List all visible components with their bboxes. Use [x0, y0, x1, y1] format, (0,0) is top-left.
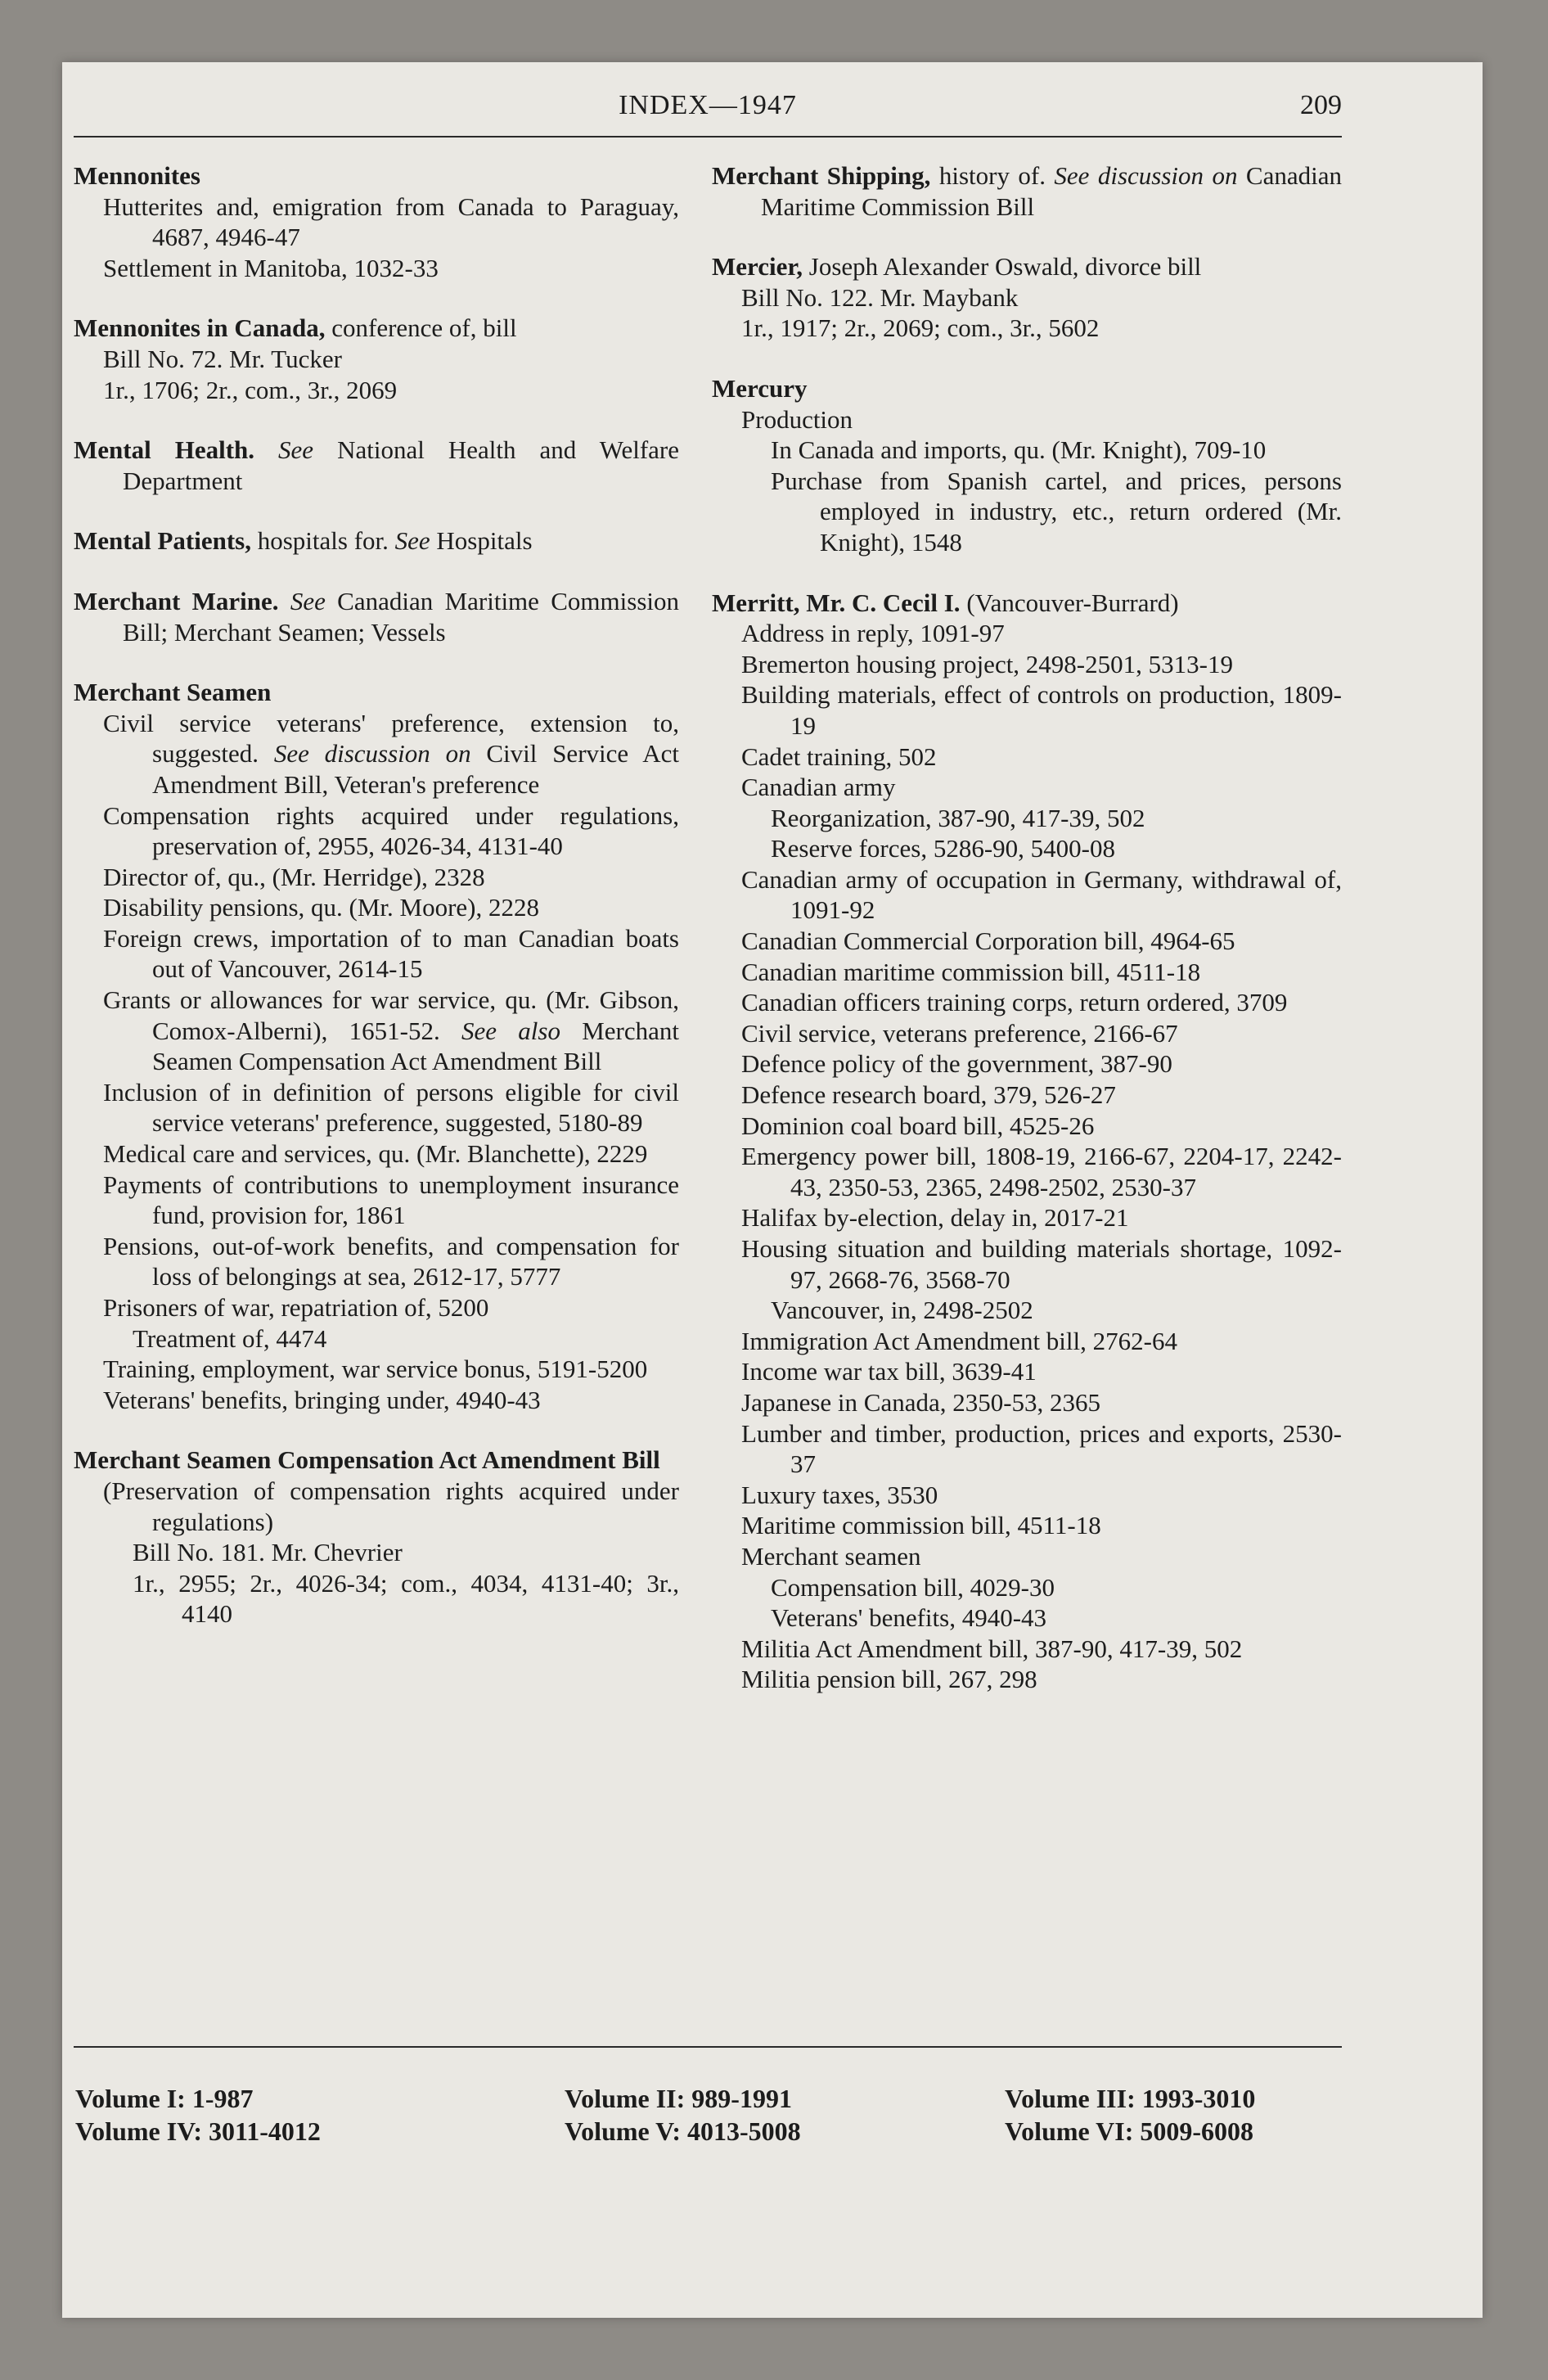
entry-merchant-seamen: [74, 677, 679, 1415]
subentry: Canadian army of occupation in Germany, withdrawal of, 1091-92: [741, 864, 1342, 925]
entry-mental-patients: [74, 525, 679, 557]
subentry: Civil service, veterans preference, 2166-67: [741, 1018, 1178, 1048]
entry-merchant-shipping: [712, 160, 1342, 222]
entry-heading: Merchant Seamen: [74, 678, 272, 707]
subentry: Canadian officers training corps, return ordered, 3709: [741, 988, 1288, 1017]
volume-range: Volume III: 1993-3010: [1005, 2084, 1256, 2113]
see-reference: See: [394, 526, 430, 556]
subentry: Foreign crews, importation of to man Canadian boats out of Vancouver, 2614-15: [103, 923, 679, 984]
subentry: Merchant seamen: [741, 1541, 921, 1571]
subentry: Militia Act Amendment bill, 387-90, 417-39, 502: [741, 1634, 1243, 1663]
subentry: Veterans' benefits, bringing under, 4940-43: [103, 1385, 541, 1414]
see-reference: See: [278, 435, 314, 465]
entry-heading-text: conference of, bill: [325, 313, 517, 343]
subentry: Compensation rights acquired under regulations, preservation of, 2955, 4026-34, 4131-40: [103, 800, 679, 861]
subentry: Emergency power bill, 1808-19, 2166-67, 2204-17, 2242-43, 2350-53, 2365, 2498-2502, 2530-37: [741, 1142, 1342, 1201]
subentry: Housing situation and building materials shortage, 1092-97, 2668-76, 3568-70: [741, 1234, 1342, 1294]
subentry: Civil service veterans' preference, extension to, suggested.: [103, 708, 679, 769]
subentry: Immigration Act Amendment bill, 2762-64: [741, 1326, 1177, 1355]
subentry: Inclusion of in definition of persons eligible for civil service veterans' preference, suggested, 5180-89: [103, 1077, 679, 1138]
subentry: 1r., 1917; 2r., 2069; com., 3r., 5602: [741, 313, 1100, 343]
subentry: Lumber and timber, production, prices and exports, 2530-37: [741, 1418, 1342, 1479]
page-title: INDEX—1947: [619, 90, 797, 120]
subentry: Defence policy of the government, 387-90: [741, 1049, 1172, 1079]
subentry: Dominion coal board bill, 4525-26: [741, 1111, 1095, 1140]
volume-range: Volume V: 4013-5008: [565, 2116, 801, 2146]
subentry: Pensions, out-of-work benefits, and compensation for loss of belongings at sea, 2612-17, 5777: [103, 1231, 679, 1291]
page-header: [74, 90, 1342, 131]
subentry: In Canada and imports, qu. (Mr. Knight), 709-10: [771, 435, 1267, 465]
subentry: Canadian army: [741, 773, 896, 802]
entry-heading: Merchant Seamen Compensation Act Amendment Bill: [74, 1445, 660, 1475]
subentry: Director of, qu., (Mr. Herridge), 2328: [103, 862, 485, 891]
entry-text: Hospitals: [430, 526, 533, 556]
see-reference: See: [290, 586, 326, 615]
entry-text: National Health and Welfare Department: [123, 435, 680, 495]
subentry: Defence research board, 379, 526-27: [741, 1080, 1116, 1110]
subentry: Building materials, effect of controls on production, 1809-19: [741, 680, 1342, 740]
entry-heading: Mental Health.: [74, 435, 255, 465]
subentry: Address in reply, 1091-97: [741, 619, 1005, 648]
entry-text: history of.: [930, 161, 1055, 190]
subentry: Halifax by-election, delay in, 2017-21: [741, 1203, 1129, 1233]
subentry: Payments of contributions to unemployment insurance fund, provision for, 1861: [103, 1170, 679, 1230]
subentry: 1r., 2955; 2r., 4026-34; com., 4034, 4131-40; 3r., 4140: [133, 1568, 679, 1629]
entry-mercury: [712, 373, 1342, 558]
see-reference: See discussion on: [1054, 161, 1238, 190]
volume-range: Volume IV: 3011-4012: [75, 2116, 321, 2146]
subentry: Veterans' benefits, 4940-43: [771, 1603, 1047, 1633]
entry-heading: Merchant Shipping,: [712, 161, 931, 190]
subentry: Hutterites and, emigration from Canada to Paraguay, 4687, 4946-47: [103, 192, 679, 252]
subentry: Bremerton housing project, 2498-2501, 5313-19: [741, 649, 1233, 678]
subentry: Production: [741, 404, 853, 434]
subentry: Bill No. 181. Mr. Chevrier: [133, 1538, 403, 1567]
subentry: Cadet training, 502: [741, 741, 937, 771]
subentry: Maritime commission bill, 4511-18: [741, 1511, 1101, 1540]
entry-mennonites-in-canada: [74, 313, 679, 405]
footer-volumes-col1: [75, 2082, 321, 2148]
entry-heading: Mercier,: [712, 252, 803, 282]
entry-heading-text: (Vancouver-Burrard): [960, 588, 1179, 617]
entry-mennonites: [74, 160, 679, 283]
entry-heading: Merchant Marine.: [74, 586, 279, 615]
see-reference: See also: [461, 1016, 560, 1045]
right-column: [712, 160, 1342, 1724]
subentry: Grants or allowances for war service, qu. (Mr. Gibson, Comox-Alberni), 1651-52.: [103, 985, 679, 1045]
volume-range: Volume II: 989-1991: [565, 2084, 792, 2113]
subentry: Medical care and services, qu. (Mr. Blanchette), 2229: [103, 1139, 648, 1169]
subentry: Compensation bill, 4029-30: [771, 1572, 1055, 1602]
subentry: Reserve forces, 5286-90, 5400-08: [771, 834, 1115, 863]
subentry: Reorganization, 387-90, 417-39, 502: [771, 803, 1145, 832]
entry-merritt: [712, 588, 1342, 1695]
volume-range: Volume VI: 5009-6008: [1005, 2116, 1254, 2146]
footer-volumes-col3: [1005, 2082, 1255, 2148]
subentry: Training, employment, war service bonus, 5191-5200: [103, 1355, 648, 1384]
entry-heading: Mental Patients,: [74, 526, 251, 556]
subentry: Japanese in Canada, 2350-53, 2365: [741, 1387, 1101, 1417]
subentry: Disability pensions, qu. (Mr. Moore), 2228: [103, 893, 539, 922]
subentry: 1r., 1706; 2r., com., 3r., 2069: [103, 375, 398, 404]
entry-text: Canadian Maritime Commission Bill: [761, 161, 1342, 221]
subentry-text: Merchant Seamen Compensation Act Amendment Bill: [152, 1016, 679, 1076]
footer-volumes-col2: [565, 2082, 801, 2148]
subentry: Treatment of, 4474: [133, 1323, 327, 1353]
entry-heading-text: Joseph Alexander Oswald, divorce bill: [803, 252, 1202, 282]
subentry: Canadian Commercial Corporation bill, 4964-65: [741, 926, 1235, 956]
subentry: Settlement in Manitoba, 1032-33: [103, 253, 439, 282]
subentry: Income war tax bill, 3639-41: [741, 1357, 1037, 1386]
subentry: Bill No. 122. Mr. Maybank: [741, 282, 1019, 312]
entry-text: Canadian Maritime Commission Bill; Merchant Seamen; Vessels: [123, 586, 680, 647]
subentry: (Preservation of compensation rights acquired under regulations): [103, 1476, 679, 1536]
left-column: [74, 160, 679, 1659]
subentry: Bill No. 72. Mr. Tucker: [103, 344, 342, 373]
entry-heading: Mennonites in Canada,: [74, 313, 326, 343]
entry-mental-health: [74, 435, 679, 496]
subentry: Prisoners of war, repatriation of, 5200: [103, 1293, 489, 1322]
subentry: Purchase from Spanish cartel, and prices, persons employed in industry, etc., return ordered (Mr. Knight), 1548: [771, 466, 1342, 557]
entry-merchant-marine: [74, 586, 679, 647]
footer-rule: [74, 2046, 1342, 2048]
entry-text: hospitals for.: [250, 526, 395, 556]
subentry: Militia pension bill, 267, 298: [741, 1665, 1037, 1694]
page-number: 209: [1300, 90, 1342, 120]
header-rule: [74, 136, 1342, 137]
subentry-text: Civil Service Act Amendment Bill, Veteran's preference: [152, 739, 679, 799]
entry-heading: Mercury: [712, 373, 808, 403]
entry-mercier: [712, 251, 1342, 344]
entry-merchant-seamen-compensation-bill: [74, 1445, 679, 1629]
entry-heading: Merritt, Mr. C. Cecil I.: [712, 588, 961, 617]
subentry: Luxury taxes, 3530: [741, 1480, 938, 1509]
entry-heading: Mennonites: [74, 161, 200, 190]
subentry: Vancouver, in, 2498-2502: [771, 1296, 1033, 1325]
subentry: Canadian maritime commission bill, 4511-18: [741, 957, 1201, 986]
see-reference: See discussion on: [273, 739, 471, 769]
volume-range: Volume I: 1-987: [75, 2084, 254, 2113]
